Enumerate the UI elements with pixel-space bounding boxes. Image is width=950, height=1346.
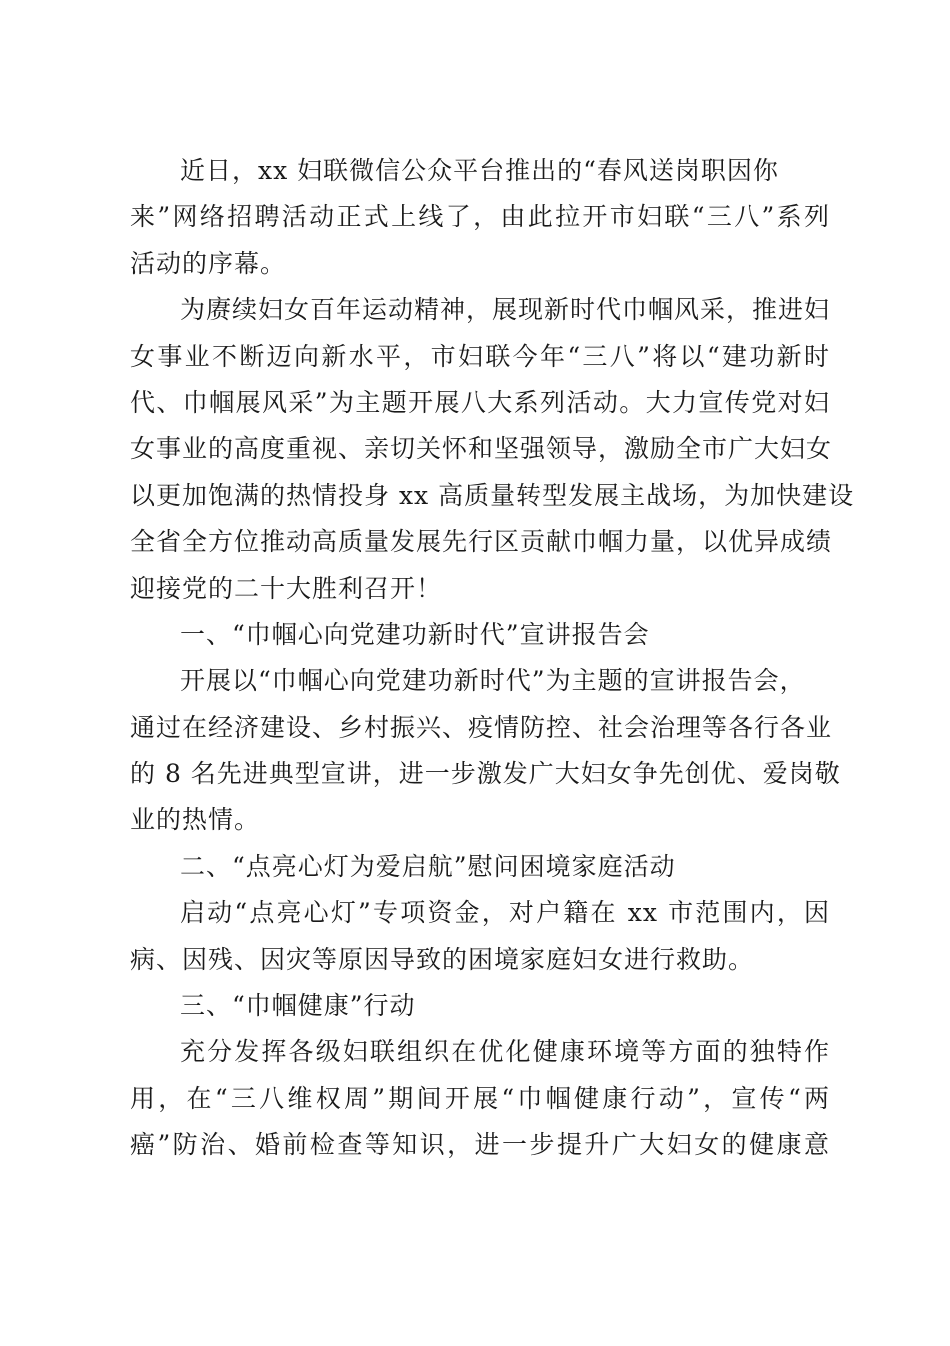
text-line: 近日，xx 妇联微信公众平台推出的“春风送岗职因你: [180, 156, 779, 185]
text-line: 充分发挥各级妇联组织在优化健康环境等方面的独特作: [180, 1037, 830, 1067]
text-line: 来”网络招聘活动正式上线了，由此拉开市妇联“三八”系列: [130, 202, 830, 232]
text-line: 女事业的高度重视、亲切关怀和坚强领导，激励全市广大妇女: [130, 434, 833, 464]
text-line: 的 8 名先进典型宣讲，进一步激发广大妇女争先创优、爱岗敬: [130, 759, 841, 789]
text-line: 代、巾帼展风采”为主题开展八大系列活动。大力宣传党对妇: [130, 387, 830, 417]
section-heading: 二、“点亮心灯为爱启航”慰问困境家庭活动: [180, 851, 676, 881]
text-line: 女事业不断迈向新水平，市妇联今年“三八”将以“建功新时: [130, 341, 830, 371]
text-line: 用，在“三八维权周”期间开展“巾帼健康行动”，宣传“两: [130, 1083, 830, 1113]
text-line: 为赓续妇女百年运动精神，展现新时代巾帼风采，推进妇: [180, 295, 831, 325]
text-line: 活动的序幕。: [130, 248, 287, 278]
text-line: 启动“点亮心灯”专项资金，对户籍在 xx 市范围内，因: [180, 898, 830, 928]
text-line: 全省全方位推动高质量发展先行区贡献巾帼力量，以优异成绩: [130, 527, 833, 557]
text-line: 病、因残、因灾等原因导致的困境家庭妇女进行救助。: [130, 944, 755, 974]
section-heading: 一、“巾帼心向党建功新时代”宣讲报告会: [180, 619, 650, 649]
text-line: 以更加饱满的热情投身 xx 高质量转型发展主战场，为加快建设: [130, 480, 855, 510]
text-line: 通过在经济建设、乡村振兴、疫情防控、社会治理等各行各业: [130, 712, 833, 742]
text-line: 开展以“巾帼心向党建功新时代”为主题的宣讲报告会，: [180, 666, 806, 696]
text-line: 迎接党的二十大胜利召开！: [130, 573, 443, 603]
text-line: 癌”防治、婚前检查等知识，进一步提升广大妇女的健康意: [130, 1130, 830, 1160]
document-body: [130, 148, 855, 1169]
text-line: 业的热情。: [130, 805, 261, 835]
section-heading: 三、“巾帼健康”行动: [180, 991, 416, 1021]
